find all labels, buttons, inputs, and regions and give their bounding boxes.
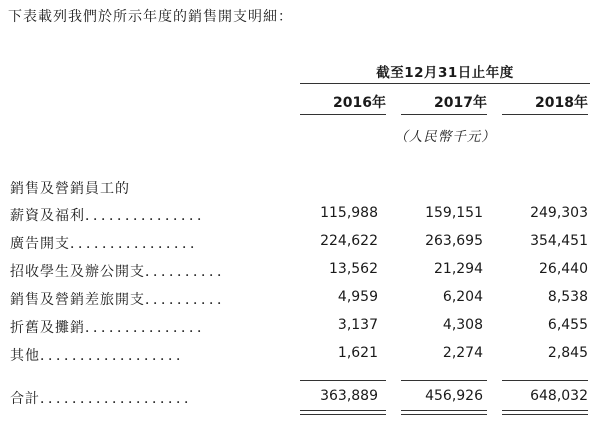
total-double-rule — [401, 414, 487, 415]
year-rule — [401, 114, 487, 115]
value-recruitment-2017: 21,294 — [434, 261, 483, 277]
value-others-2016: 1,621 — [337, 345, 378, 361]
year-rule — [502, 114, 588, 115]
value-recruitment-2018: 26,440 — [539, 261, 588, 277]
year-header-2016: 2016年 — [333, 95, 386, 111]
row-label-advertising: 廣告開支．．．．．．．．．．．．．．．． — [10, 236, 205, 252]
intro-text: 下表載列我們於所示年度的銷售開支明細： — [8, 9, 293, 25]
row-label-others: 其他．．．．．．．．．．．．．．．．．． — [10, 348, 191, 364]
row-label-recruitment: 招收學生及辦公開支．．．．．．．．．． — [10, 264, 232, 280]
value-advertising-2017: 263,695 — [425, 233, 483, 249]
unit-label: （人民幣千元） — [394, 129, 496, 145]
total-2016: 363,889 — [320, 388, 378, 404]
period-header: 截至12月31日止年度 — [376, 65, 514, 81]
period-header-rule — [300, 83, 590, 84]
value-advertising-2016: 224,622 — [320, 233, 378, 249]
value-others-2018: 2,845 — [547, 345, 588, 361]
value-salary-2017: 159,151 — [425, 205, 483, 221]
year-header-2017: 2017年 — [434, 95, 487, 111]
value-others-2017: 2,274 — [442, 345, 483, 361]
total-2017: 456,926 — [425, 388, 483, 404]
value-travel-2017: 6,204 — [442, 289, 483, 305]
group-label: 銷售及營銷員工的 — [10, 181, 130, 197]
total-double-rule — [502, 410, 588, 411]
total-label: 合計．．．．．．．．．．．．．．．．．．． — [10, 391, 199, 407]
value-depreciation-2017: 4,308 — [442, 317, 483, 333]
value-recruitment-2016: 13,562 — [329, 261, 378, 277]
subtotal-rule — [502, 380, 588, 381]
total-double-rule — [502, 414, 588, 415]
value-salary-2018: 249,303 — [530, 205, 588, 221]
value-depreciation-2018: 6,455 — [547, 317, 588, 333]
value-travel-2018: 8,538 — [547, 289, 588, 305]
value-travel-2016: 4,959 — [337, 289, 378, 305]
subtotal-rule — [401, 380, 487, 381]
year-rule — [300, 114, 386, 115]
row-label-travel: 銷售及營銷差旅開支．．．．．．．．．． — [10, 292, 232, 308]
value-advertising-2018: 354,451 — [530, 233, 588, 249]
total-double-rule — [300, 414, 386, 415]
value-depreciation-2016: 3,137 — [337, 317, 378, 333]
total-double-rule — [300, 410, 386, 411]
total-2018: 648,032 — [530, 388, 588, 404]
year-header-2018: 2018年 — [535, 95, 588, 111]
value-salary-2016: 115,988 — [320, 205, 378, 221]
row-label-depreciation: 折舊及攤銷．．．．．．．．．．．．．．． — [10, 320, 212, 336]
total-double-rule — [401, 410, 487, 411]
subtotal-rule — [300, 380, 386, 381]
row-label-salary: 薪資及福利．．．．．．．．．．．．．．． — [10, 208, 212, 224]
